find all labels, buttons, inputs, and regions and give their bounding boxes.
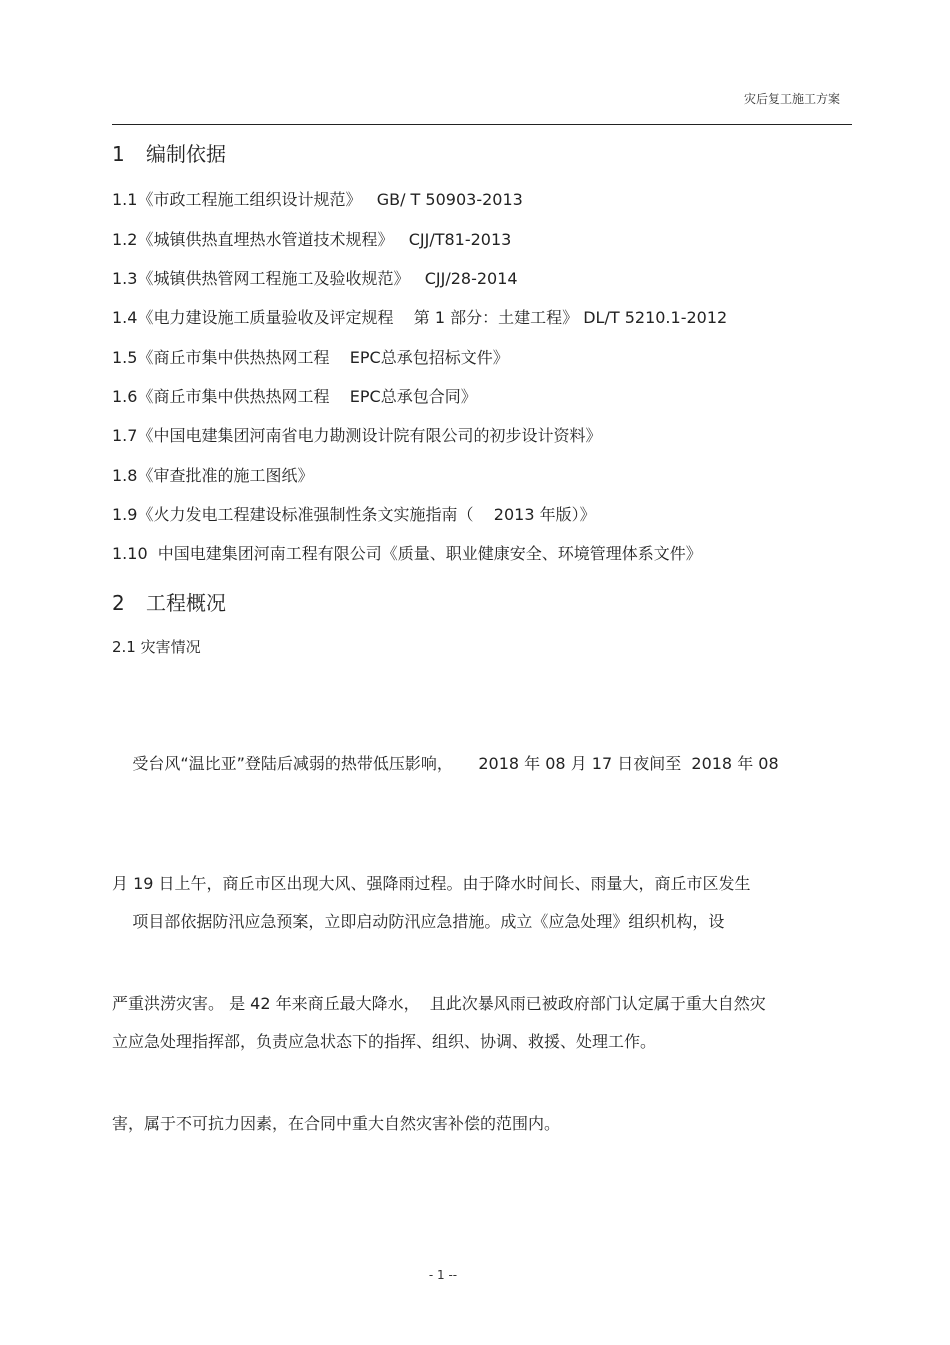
reference-item: 1.4《电力建设施工质量验收及评定规程 第 1 部分：土建工程》 DL/T 5210.1-2012 [112,308,728,327]
paragraph-line: 月 19 日上午，商丘市区出现大风、强降雨过程。由于降水时间长、雨量大，商丘市区发生 [112,874,751,893]
paragraph-line: 受台风“温比亚”登陆后减弱的热带低压影响， 2018 年 08 月 17 日夜间至 2018 年 08 [112,754,779,773]
reference-item: 1.6《商丘市集中供热热网工程 EPC总承包合同》 [112,387,477,406]
reference-item: 1.2《城镇供热直埋热水管道技术规程》 CJJ/T81-2013 [112,230,512,249]
reference-item: 1.10 中国电建集团河南工程有限公司《质量、职业健康安全、环境管理体系文件》 [112,544,702,563]
section-2-heading [112,587,226,616]
reference-item: 1.5《商丘市集中供热热网工程 EPC总承包招标文件》 [112,348,509,367]
response-paragraph [112,822,854,1102]
reference-item: 1.9《火力发电工程建设标准强制性条文实施指南（ 2013 年版）》 [112,505,596,524]
section-1-title: 编制依据 [146,142,226,166]
reference-item: 1.1《市政工程施工组织设计规范》 GB∕ T 50903-2013 [112,190,523,209]
subsection-2-1-heading: 2.1 灾害情况 [112,638,201,656]
header-divider [112,124,852,125]
paragraph-line: 严重洪涝灾害。 是 42 年来商丘最大降水， 且此次暴风雨已被政府部门认定属于重大自然灾 [112,994,766,1013]
paragraph-line: 害，属于不可抗力因素，在合同中重大自然灾害补偿的范围内。 [112,1114,561,1133]
section-2-number: 2 [112,591,125,615]
paragraph-line: 项目部依据防汛应急预案，立即启动防汛应急措施。成立《应急处理》组织机构，设 [112,912,725,931]
reference-item: 1.3《城镇供热管网工程施工及验收规范》 CJJ/28-2014 [112,269,518,288]
section-1-number: 1 [112,142,125,166]
header-title: 灾后复工施工方案 [743,92,840,106]
page-number: - 1 -- [428,1268,458,1282]
reference-item: 1.8《审查批准的施工图纸》 [112,466,314,485]
reference-item: 1.7《中国电建集团河南省电力勘测设计院有限公司的初步设计资料》 [112,426,602,445]
section-1-heading [112,138,226,167]
paragraph-line: 立应急处理指挥部，负责应急状态下的指挥、组织、协调、救援、处理工作。 [112,1032,657,1051]
section-2-title: 工程概况 [146,591,226,615]
